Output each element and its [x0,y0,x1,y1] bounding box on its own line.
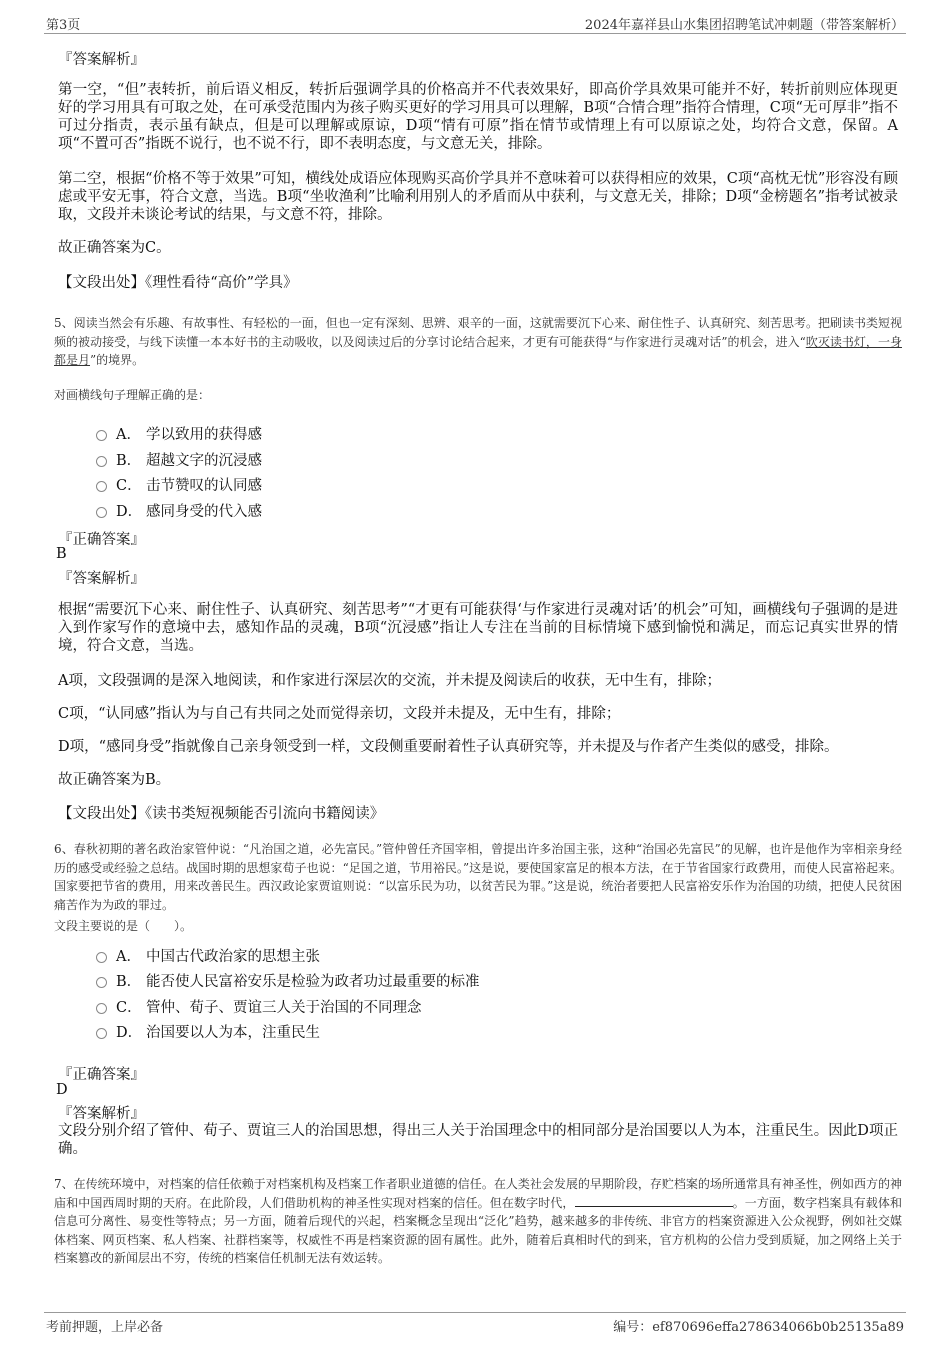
radio-icon[interactable] [96,1003,107,1014]
question-prompt: 对画横线句子理解正确的是： [54,388,211,402]
option-c[interactable]: C． 管仲、荀子、贾谊三人关于治国的不同理念 [96,996,422,1017]
correct-answer-label: 『正确答案』 [58,532,145,548]
underlined-sentence: 吹灭读书灯，一身都是月 [54,334,902,367]
radio-icon[interactable] [96,430,107,441]
question-stem: 5、阅读当然会有乐趣、有故事性、有轻松的一面，但也一定有深刻、思辨、艰辛的一面，这就需要沉下心来、耐住性子、认真研究、刻苦思考。把刷读书类短视频的被动接受，与线下读懂一本本好书的主动吸收，以及阅读过后的分享讨论结合起来，才更有可能获得“与作家进行灵魂对话”的机会，进入“吹灭读书灯，一身都是月”的境界。 [54,316,902,367]
document-id: 编号：ef870696effa278634066b0b25135a89 [613,1320,904,1335]
analysis-label: 『答案解析』 [58,52,145,68]
header-divider [44,33,906,34]
option-d[interactable]: D． 感同身受的代入感 [96,500,262,521]
analysis-paragraph: 根据“需要沉下心来、耐住性子、认真研究、刻苦思考”“才更有可能获得‘与作家进行灵魂对话’的机会”可知，画横线句子强调的是进入到作家写作的意境中去，感知作品的灵魂，B项“沉浸感”指让人专注在当前的目标情境下感到愉悦和满足，而忘记真实世界的情境，符合文意，当选。 [58,602,898,654]
radio-icon[interactable] [96,952,107,963]
option-a[interactable]: A． 中国古代政治家的思想主张 [96,945,320,966]
option-c[interactable]: C． 击节赞叹的认同感 [96,474,262,495]
fill-blank [575,1194,733,1207]
correct-answer: B [56,546,67,562]
radio-icon[interactable] [96,456,107,467]
analysis-paragraph: 文段分别介绍了管仲、荀子、贾谊三人的治国思想，得出三人关于治国理念中的相同部分是治国要以人为本，注重民生。因此D项正确。 [58,1123,898,1157]
footer-slogan: 考前押题，上岸必备 [46,1320,164,1335]
option-a[interactable]: A． 学以致用的获得感 [96,423,262,444]
radio-icon[interactable] [96,977,107,988]
question-stem: 7、在传统环境中，对档案的信任依赖于对档案机构及档案工作者职业道德的信任。在人类社会发展的早期阶段，存贮档案的场所通常具有神圣性，例如西方的神庙和中国西周时期的天府。在此阶段，人们借助机构的神圣性实现对档案的信任。但在数字时代， 。一方面，数字档案具有载体和信息可分离性、易变性等特点；另一方面，随着后现代的兴起，档案概念呈现出“泛化”趋势，越来越多的非传统、非官方的档案资源进入公众视野，例如社交媒体档案、网页档案、私人档案、社群档案等，权威性不再是档案资源的固有属性。此外，随着后真相时代的到来，官方机构的公信力受到质疑，加之网络上关于档案篡改的新闻层出不穷，传统的档案信任机制无法有效运转。 [54,1177,902,1265]
analysis-paragraph: 第一空，“但”表转折，前后语义相反，转折后强调学具的价格高并不代表效果好，即高价学具效果可能并不好，转折前则应体现更好的学习用具有可取之处，在可承受范围内为孩子购买更好的学习用具可以理解，B项“合情合理”指符合情理，C项“无可厚非”指不可过分指责，表示虽有缺点，但是可以理解或原谅，D项“情有可原”指在情节或情理上有可以原谅之处，均符合文意，保留。A项“不置可否”指既不说行，也不说不行，即不表明态度，与文意无关，排除。 [58,82,898,152]
analysis-label: 『答案解析』 [58,571,145,587]
correct-answer: D [56,1082,68,1098]
analysis-paragraph: A项，文段强调的是深入地阅读，和作家进行深层次的交流，并未提及阅读后的收获，无中生有，排除； [58,673,721,689]
option-b[interactable]: B． 能否使人民富裕安乐是检验为政者功过最重要的标准 [96,970,480,991]
question-stem: 6、春秋初期的著名政治家管仲说：“凡治国之道，必先富民。”管仲曾任齐国宰相，曾提出许多治国主张，这种“治国必先富民”的见解，也许是他作为宰相亲身经历的感受或经验之总结。战国时期的思想家荀子也说：“足国之道，节用裕民。”这是说，要使国家富足的根本方法，在于节省国家行政费用，而使人民富裕起来。国家要把节省的费用，用来改善民生。西汉政论家贾谊则说：“以富乐民为功，以贫苦民为罪。”这是说，统治者要把人民富裕安乐作为治国的功绩，把使人民贫困痛苦作为为政的罪过。 [54,842,902,912]
analysis-paragraph: 第二空，根据“价格不等于效果”可知，横线处成语应体现购买高价学具并不意味着可以获得相应的效果，C项“高枕无忧”形容没有顾虑或平安无事，符合文意，当选。B项“坐收渔利”比喻利用别人的矛盾而从中获利，与文意无关，排除；D项“金榜题名”指考试被录取，文段并未谈论考试的结果，与文意不符，排除。 [58,171,898,223]
option-b[interactable]: B． 超越文字的沉浸感 [96,449,262,470]
analysis-label: 『答案解析』 [58,1106,145,1122]
analysis-paragraph: D项，“感同身受”指就像自己亲身领受到一样，文段侧重要耐着性子认真研究等，并未提及与作者产生类似的感受，排除。 [58,739,839,755]
radio-icon[interactable] [96,1028,107,1039]
document-title: 2024年嘉祥县山水集团招聘笔试冲刺题（带答案解析） [584,18,904,33]
question-prompt: 文段主要说的是（ ）。 [54,919,193,933]
source-citation: 【文段出处】《理性看待“高价”学具》 [58,275,298,291]
answer-conclusion: 故正确答案为C。 [58,240,171,256]
radio-icon[interactable] [96,507,107,518]
footer-divider [44,1312,906,1313]
radio-icon[interactable] [96,481,107,492]
option-d[interactable]: D． 治国要以人为本，注重民生 [96,1021,320,1042]
correct-answer-label: 『正确答案』 [58,1067,145,1083]
source-citation: 【文段出处】《读书类短视频能否引流向书籍阅读》 [58,806,385,822]
page-number: 第3页 [46,18,81,33]
answer-conclusion: 故正确答案为B。 [58,772,171,788]
analysis-paragraph: C项，“认同感”指认为与自己有共同之处而觉得亲切，文段并未提及，无中生有，排除； [58,706,621,722]
